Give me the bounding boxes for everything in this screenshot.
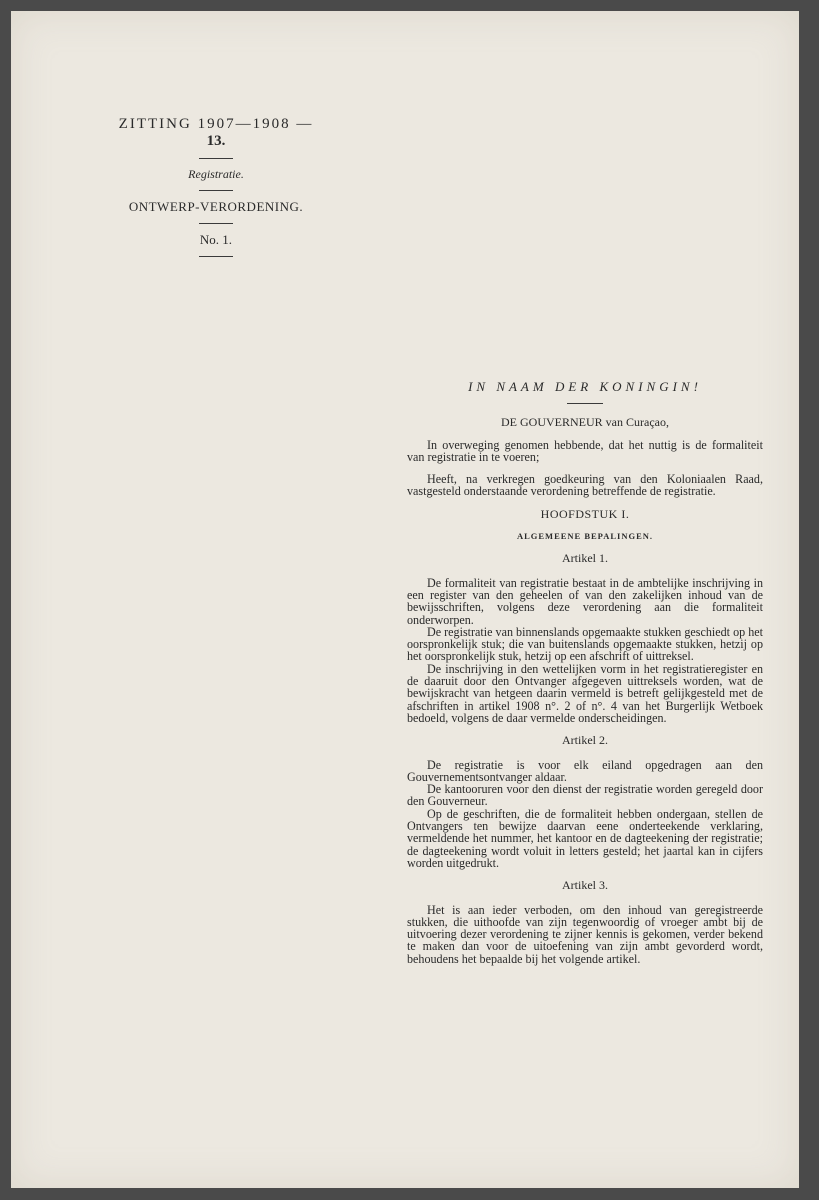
preamble-paragraph: In overweging genomen hebbende, dat het nuttig is de formaliteit van registratie in te voeren;: [407, 437, 763, 464]
article-paragraph: Op de geschriften, die de formaliteit hebben ondergaan, stellen de Ontvangers ten bewijze daarvan eene onderteekende verklaring, vermeldende het nummer, het kantoor en de dagteekening der registratie; de dagteekening wordt voluit in letters gesteld; het jaartal kan in cijfers worden uitgedrukt.: [407, 806, 763, 870]
session-number: 13.: [206, 133, 226, 149]
divider: [199, 190, 233, 191]
session-text: ZITTING 1907—1908 —: [118, 116, 314, 132]
divider: [199, 256, 233, 257]
article-paragraph: De registratie is voor elk eiland opgedragen aan den Gouvernementsontvanger aldaar.: [407, 757, 763, 784]
chapter-heading: HOOFDSTUK I.: [540, 506, 630, 521]
divider: [199, 158, 233, 159]
article-heading: Artikel 1.: [562, 551, 608, 566]
divider: [567, 403, 603, 404]
document-header: [111, 116, 321, 265]
document-body: [407, 381, 763, 965]
article-paragraph: Het is aan ieder verboden, om den inhoud van geregistreerde stukken, die uithoofde van zijn tegenwoordig of vroeger ambt bij de uitvoering dezer verordening te zijner kennis is gekomen, verder bekend te maken dan voor de uitoefening van zijn ambt gevorderd wordt, behoudens het bepaalde bij het volgende artikel.: [407, 902, 763, 966]
chapter-title: ALGEMEENE BEPALINGEN.: [516, 531, 654, 542]
document-number: No. 1.: [199, 232, 233, 247]
article-heading: Artikel 2.: [562, 733, 608, 748]
article-paragraph: De formaliteit van registratie bestaat in de ambtelijke inschrijving in een register van den geheelen of van den zakelijken inhoud van de bewijsschriften, volgens deze verordening aan die formaliteit onderworpen.: [407, 575, 763, 627]
divider: [199, 223, 233, 224]
governor-line: DE GOUVERNEUR van Curaçao,: [501, 415, 669, 430]
article-paragraph: De inschrijving in den wettelijken vorm in het registratieregister en de daaruit door den Ontvanger afgegeven uittreksels worden, wat de bewijskracht van hetgeen daarin vermeld is betreft gelijkgesteld met de afschriften in artikel 1908 n°. 2 of n°. 4 van het Burgerlijk Wetboek bedoeld, volgens de daar vermelde onderscheidingen.: [407, 661, 763, 725]
article-paragraph: De kantooruren voor den dienst der registratie worden geregeld door den Gouverneur.: [407, 782, 763, 809]
document-page: [11, 11, 799, 1188]
subject-title: Registratie.: [188, 167, 244, 181]
article-paragraph: De registratie van binnenslands opgemaakte stukken geschiedt op het oorspronkelijk stuk; die van buitenslands opgemaakte stukken, hetzij op het oorspronkelijk stuk, hetzij op een afschrift of uittreksel.: [407, 624, 763, 664]
session-line: [111, 116, 321, 150]
document-type: ONTWERP-VERORDENING.: [128, 199, 304, 214]
invocation: IN NAAM DER KONINGIN!: [468, 379, 702, 394]
article-heading: Artikel 3.: [562, 878, 608, 893]
preamble-paragraph: Heeft, na verkregen goedkeuring van den Koloniaalen Raad, vastgesteld onderstaande verordening betreffende de registratie.: [407, 472, 763, 499]
